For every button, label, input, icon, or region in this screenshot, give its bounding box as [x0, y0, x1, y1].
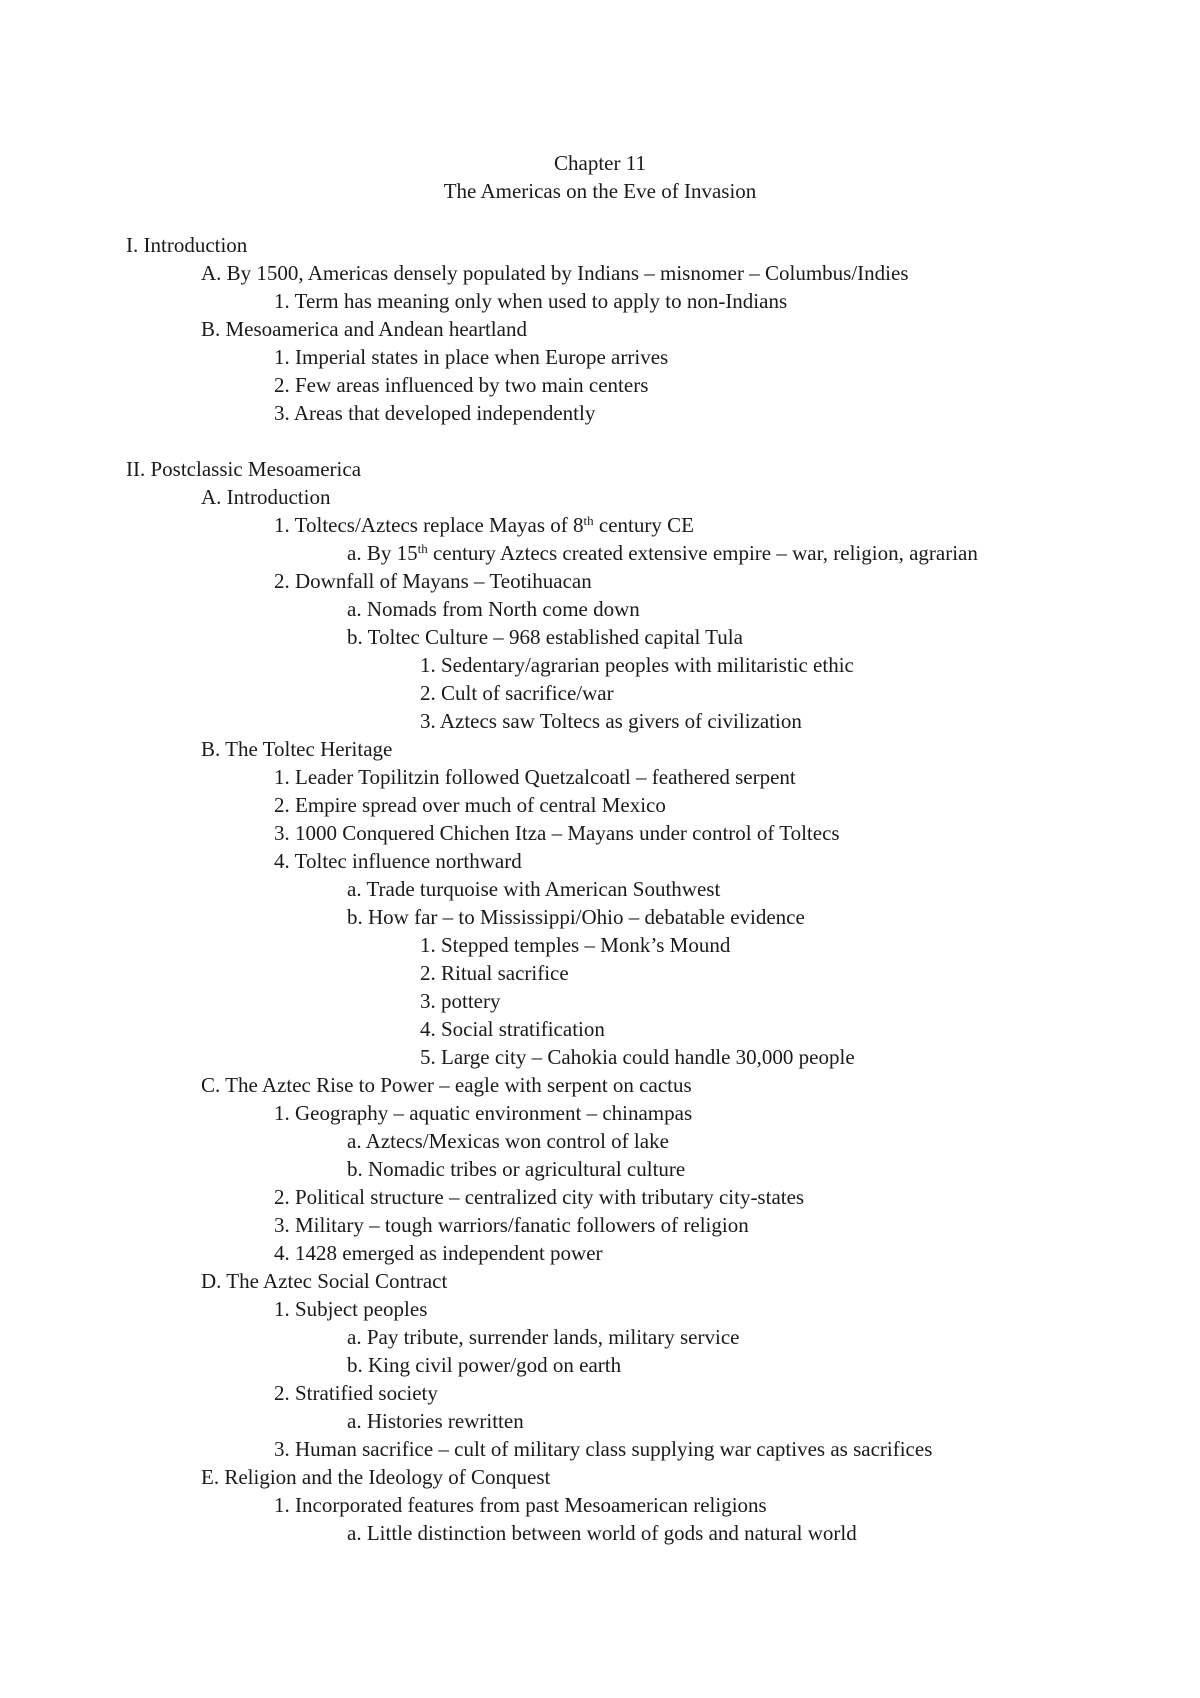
outline-item: 1. Subject peoples [274, 1297, 428, 1321]
outline-item: a. Trade turquoise with American Southwest [347, 877, 721, 901]
outline-item: 3. pottery [420, 989, 501, 1013]
outline-item: C. The Aztec Rise to Power – eagle with serpent on cactus [201, 1073, 692, 1097]
outline-item: 1. Term has meaning only when used to apply to non-Indians [274, 289, 788, 313]
outline-item: 1. Incorporated features from past Mesoamerican religions [274, 1493, 767, 1517]
outline-item: E. Religion and the Ideology of Conquest [201, 1465, 551, 1489]
outline-item: b. Toltec Culture – 968 established capital Tula [347, 625, 743, 649]
outline-item: A. By 1500, Americas densely populated by Indians – misnomer – Columbus/Indies [201, 261, 909, 285]
chapter-heading: Chapter 11 [554, 151, 646, 175]
section-heading: I. Introduction [126, 233, 248, 257]
outline-item: a. Nomads from North come down [347, 597, 640, 621]
outline-item: 2. Few areas influenced by two main centers [274, 373, 649, 397]
outline-item: b. How far – to Mississippi/Ohio – debatable evidence [347, 905, 805, 929]
outline-item [0, 539, 1200, 567]
ordinal-suffix: th [583, 513, 594, 528]
outline-item: 1. Stepped temples – Monk’s Mound [420, 933, 731, 957]
outline-item-text: a. By 15 [347, 541, 418, 565]
outline-item: B. The Toltec Heritage [201, 737, 393, 761]
outline-item: 2. Cult of sacrifice/war [420, 681, 614, 705]
outline-item: a. Little distinction between world of gods and natural world [347, 1521, 857, 1545]
chapter-title: The Americas on the Eve of Invasion [443, 179, 757, 203]
outline-item: 1. Imperial states in place when Europe arrives [274, 345, 669, 369]
outline-item: 2. Political structure – centralized city with tributary city-states [274, 1185, 805, 1209]
outline-item: 5. Large city – Cahokia could handle 30,000 people [420, 1045, 855, 1069]
outline-item: 2. Downfall of Mayans – Teotihuacan [274, 569, 592, 593]
ordinal-suffix: th [417, 541, 428, 556]
outline-item: b. Nomadic tribes or agricultural culture [347, 1157, 686, 1181]
blank-line [0, 427, 1200, 455]
outline-item: 1. Sedentary/agrarian peoples with militaristic ethic [420, 653, 854, 677]
section-heading: II. Postclassic Mesoamerica [126, 457, 362, 481]
outline-item: a. Pay tribute, surrender lands, military service [347, 1325, 740, 1349]
title-block [0, 149, 1200, 205]
outline-item: 4. Social stratification [420, 1017, 605, 1041]
outline-item: a. Histories rewritten [347, 1409, 524, 1433]
outline-item: 3. 1000 Conquered Chichen Itza – Mayans under control of Toltecs [274, 821, 840, 845]
outline-item: B. Mesoamerica and Andean heartland [201, 317, 527, 341]
outline-item-text: 1. Toltecs/Aztecs replace Mayas of 8 [274, 513, 584, 537]
outline-item: a. Aztecs/Mexicas won control of lake [347, 1129, 669, 1153]
outline-item: 2. Empire spread over much of central Mexico [274, 793, 666, 817]
outline-list [0, 231, 1200, 1547]
outline-item: 1. Leader Topilitzin followed Quetzalcoatl – feathered serpent [274, 765, 796, 789]
outline-item: A. Introduction [201, 485, 331, 509]
outline-item: 3. Military – tough warriors/fanatic followers of religion [274, 1213, 749, 1237]
outline-item: 2. Stratified society [274, 1381, 438, 1405]
outline-item: 1. Geography – aquatic environment – chinampas [274, 1101, 693, 1125]
outline-item: 3. Aztecs saw Toltecs as givers of civilization [420, 709, 802, 733]
outline-item: 4. 1428 emerged as independent power [274, 1241, 603, 1265]
outline-item: 3. Areas that developed independently [274, 401, 596, 425]
outline-item-text: century CE [593, 513, 694, 537]
outline-item-text: century Aztecs created extensive empire – war, religion, agrarian [427, 541, 978, 565]
outline-item: b. King civil power/god on earth [347, 1353, 622, 1377]
outline-item: 4. Toltec influence northward [274, 849, 522, 873]
outline-item: 3. Human sacrifice – cult of military class supplying war captives as sacrifices [274, 1437, 933, 1461]
outline-item: D. The Aztec Social Contract [201, 1269, 448, 1293]
outline-item [0, 511, 1200, 539]
outline-item: 2. Ritual sacrifice [420, 961, 569, 985]
